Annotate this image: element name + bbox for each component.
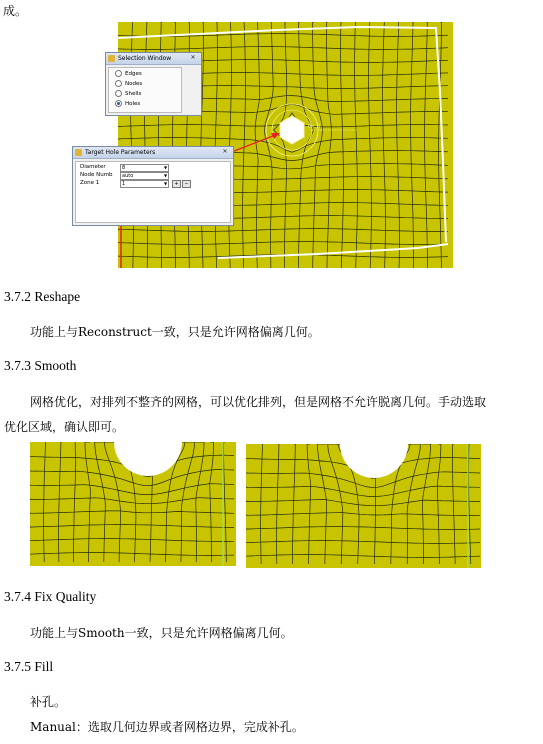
paragraph-smooth-line1: 网格优化，对排列不整齐的网格，可以优化排列，但是网格不允许脱离几何。手动选取 bbox=[30, 395, 487, 409]
close-icon[interactable]: ✕ bbox=[190, 54, 196, 61]
selection-window[interactable] bbox=[105, 52, 202, 116]
figure-fill-hole-mesh bbox=[80, 22, 453, 268]
close-icon[interactable]: ✕ bbox=[222, 148, 228, 155]
radio-edges[interactable] bbox=[115, 70, 142, 78]
add-zone-button[interactable]: + bbox=[172, 180, 181, 188]
figure-smooth-before bbox=[30, 442, 236, 566]
param-label: Node Numb bbox=[80, 172, 113, 178]
window-icon bbox=[108, 55, 115, 62]
radio-label: Holes bbox=[125, 101, 141, 107]
heading-fill: 3.7.5 Fill bbox=[4, 659, 54, 674]
field-value: 8 bbox=[122, 165, 126, 171]
selection-window-titlebar[interactable] bbox=[106, 53, 201, 65]
radio-label: Edges bbox=[125, 71, 142, 77]
diameter-field[interactable] bbox=[120, 164, 169, 172]
paragraph-fill-line2: Manual：选取几何边界或者网格边界，完成补孔。 bbox=[30, 720, 304, 734]
chevron-down-icon[interactable]: ▼ bbox=[163, 173, 168, 178]
radio-shells[interactable] bbox=[115, 90, 141, 98]
chevron-down-icon[interactable]: ▼ bbox=[163, 181, 168, 186]
node-number-field[interactable] bbox=[120, 172, 169, 180]
field-value: auto bbox=[122, 173, 134, 179]
selection-window-title: Selection Window bbox=[118, 55, 172, 62]
heading-fix-quality: 3.7.4 Fix Quality bbox=[4, 589, 97, 604]
field-value: 1 bbox=[122, 181, 126, 187]
target-hole-titlebar[interactable] bbox=[73, 147, 233, 159]
window-icon bbox=[75, 149, 82, 156]
param-label: Zone 1 bbox=[80, 180, 100, 186]
continued-text-fragment: 成。 bbox=[3, 4, 28, 18]
hole-annotation: D= 8 bbox=[308, 124, 321, 130]
radio-label: Nodes bbox=[125, 81, 143, 87]
chevron-down-icon[interactable]: ▼ bbox=[163, 165, 168, 170]
radio-nodes[interactable] bbox=[115, 80, 142, 88]
remove-zone-button[interactable]: − bbox=[182, 180, 191, 188]
radio-icon bbox=[115, 70, 122, 77]
figure-smooth-after bbox=[246, 444, 481, 568]
paragraph-smooth-line2: 优化区域，确认即可。 bbox=[4, 420, 125, 434]
heading-smooth: 3.7.3 Smooth bbox=[4, 358, 77, 373]
radio-icon bbox=[115, 90, 122, 97]
target-hole-parameters-window[interactable] bbox=[72, 146, 234, 226]
mesh-after bbox=[246, 444, 481, 568]
zone-field[interactable] bbox=[120, 180, 169, 188]
paragraph-fill-line1: 补孔。 bbox=[30, 695, 67, 709]
paragraph-fix-quality: 功能上与Smooth一致，只是允许网格偏离几何。 bbox=[30, 626, 293, 640]
radio-selected-icon bbox=[115, 100, 122, 107]
radio-icon bbox=[115, 80, 122, 87]
radio-holes[interactable] bbox=[115, 100, 140, 108]
heading-reshape: 3.7.2 Reshape bbox=[4, 289, 81, 304]
radio-label: Shells bbox=[125, 91, 142, 97]
mesh-before bbox=[30, 442, 236, 566]
target-hole-title: Target Hole Parameters bbox=[85, 149, 156, 156]
paragraph-reshape: 功能上与Reconstruct一致，只是允许网格偏离几何。 bbox=[30, 325, 320, 339]
param-label: Diameter bbox=[80, 164, 106, 170]
